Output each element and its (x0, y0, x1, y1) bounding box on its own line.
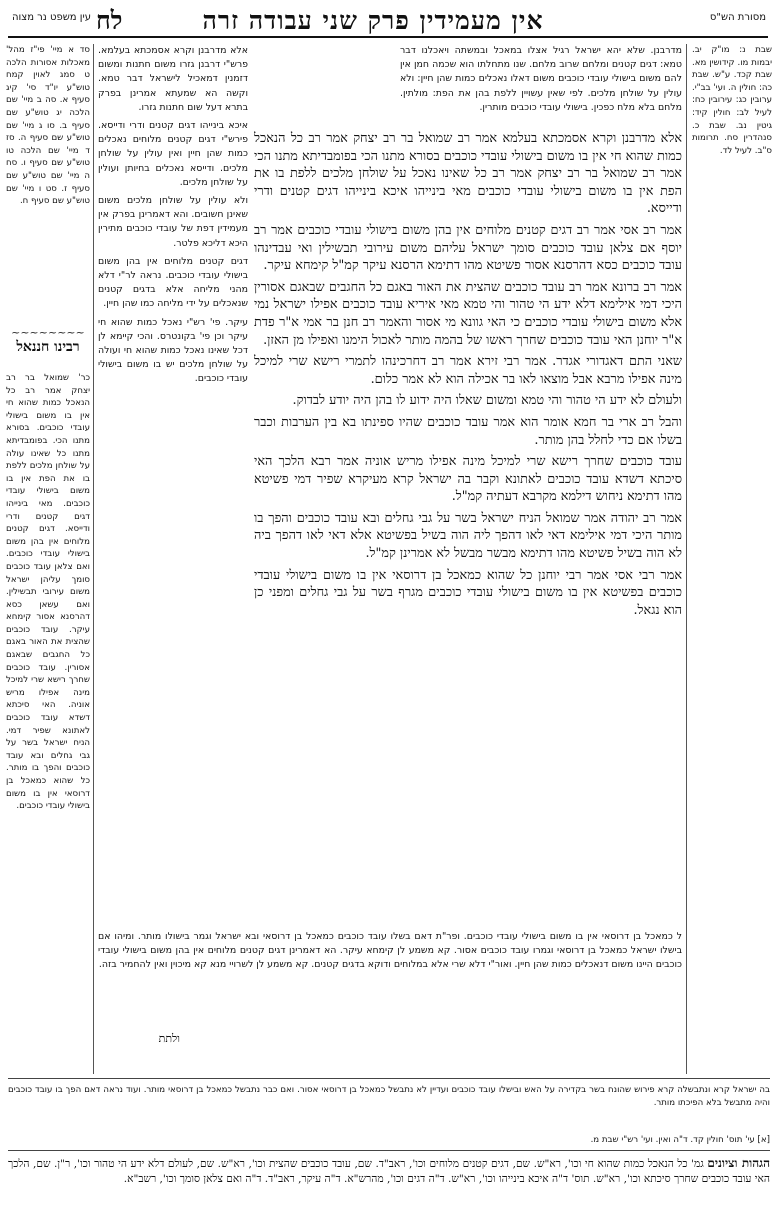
footer-small-note: [א] עי' תוס' חולין קד. ד"ה ואין. ועי' רש"י שבת מ. (590, 1135, 770, 1145)
ein-mishpat-column: סד א מיי' פי"ז מהל' מאכלות אסורות הלכה ט סמג לאוין קמח טוש"ע יו"ד סי' קיג סעיף א. סה ב מיי' שם הלכה יג טוש"ע שם סעיף ב. סו ג מיי' שם טוש"ע שם סעיף ה. סז ד מיי' שם הלכה טו טוש"ע שם סעיף ו. סח ה מיי' שם טוש"ע שם סעיף ז. סט ו מיי' שם טוש"ע שם סעיף ח. (6, 45, 90, 207)
tosafot-entry: אלא מדרבנן וקרא אסמכתא בעלמא. פרש"י דרבנן גזרו משום חתנות ומשום דזמנין דמאכיל לישראל דבר טמא. וקשה הא שמעתא אמרינן בפרק בתרא דעל שום חתנות גזרו. (98, 45, 248, 113)
tosafot-entry: ולא עולין על שולחן מלכים משום שאינן חשובים. והא דאמרינן בפרק אין מעמידין דפת של עובדי כוכבים מתירין היכא דליכא פלטר. (98, 195, 248, 249)
column-divider (93, 44, 94, 1074)
hagahot-title: הגהות וציונים (707, 1156, 770, 1170)
bottom-commentary: ל כמאכל בן דרוסאי אין בו משום בישולי עובדי כוכבים. ופר"ת דאם בשלו עובד כוכבים כמאכל בן דרוסאי ובא ישראל וגמר בישולו מותר. ומיהו אם בישלו ישראל כמאכל בן דרוסאי וגמרו עובד כוכבים אסור. קא משמע לן קימחא עיקר. הא דאמרינן דגים קטנים מלוחים אין בהן משום בישולי עובדי כוכבים היינו משום דנאכלים כמות שהן חיין. ואור"י דלא שרי אלא במלוחים ודוקא בדגים קטנים. קא משמע לן לשרויי מנא קא מיכוין ואין להחמיר בזה. (98, 931, 682, 971)
tosafot-entry: עיקר. פי' רש"י נאכל כמות שהוא חי עיקר וכן פי' בקונטרס. והכי קיימא לן דכל שאינו נאכל כמות שהוא חי ועולה על שולחן מלכים יש בו משום בישולי עובדי כוכבים. (98, 316, 248, 385)
column-divider (686, 44, 687, 1074)
gemara-paragraph: עובד כוכבים שחרך רישא שרי למיכל מינה אפילו מריש אוניה אמר רבא הלכך האי סיכתא דשדא עובד כוכבים לאתונא וקבר בה ישראל קרא מעיקרא שפיר דמי פשיטא מהו דתימא ניחוש דילמא מקרבא דעתיה קמ"ל. (254, 454, 682, 505)
gemara-main-text (254, 130, 682, 930)
hagahot-section (8, 1156, 770, 1220)
tractate-title: אין מעמידין פרק שני עבודה זרה (202, 6, 544, 35)
page-header (8, 6, 768, 38)
footer-divider (8, 1150, 770, 1151)
tosafot-column (98, 44, 248, 1074)
footer-divider (8, 1078, 770, 1079)
gemara-paragraph: אלא מדרבנן וקרא אסמכתא בעלמא אמר רב שמואל בר רב יצחק אמר רב כל הנאכל כמות שהוא חי אין בו משום בישולי עובדי כוכבים בסורא מתנו הכי בפומבדיתא מתנו הכי אמר רב שמואל בר רב יצחק אמר רב כל שאינו נאכל על שולחן מלכים ללפת בו את הפת אין בו משום בישולי עובדי כוכבים מאי בינייהו איכא בינייהו דגים קטנים ודרי ודייסא. (254, 131, 682, 217)
daf-number: לח (96, 6, 123, 35)
gemara-paragraph: ולעולם לא ידע הי טהור והי טמא ומשום שאלו היה ידוע לו בהן היה יודע לבדוק. (292, 393, 682, 409)
tosafot-entry: דגים קטנים מלוחים אין בהן משום בישולי עובדי כוכבים. נראה לר"י דלא מהני מליחה אלא בדגים קטנים שנאכלים על ידי מליחה כמו שהן חיין. (98, 255, 248, 310)
rabbenu-chananel-text: כר' שמואל בר רב יצחק אמר רב כל הנאכל כמות שהוא חי אין בו משום בישולי עובדי כוכבים. בסורא מתנו הכי. בפומבדיתא מתנו כל שאינו עולה על שולחן מלכים ללפת בו את הפת אין בו משום בישולי עובדי כוכבים. מאי בינייהו דגים קטנים ודרי ודייסא. דגים קטנים מלוחים אין בהן משום בישולי עובדי כוכבים. ואם צלאן עובד כוכבים סומך עליהן ישראל משום עירובי תבשילין. ואם עשאן כסא דהרסנא אסור קימחא עיקר. עובד כוכבים שהצית את האור באגם כל החגבים שבאגם אסורין. עובד כוכבים שחרך רישא שרי למיכל מינה אפילו מריש אוניה. האי סיכתא דשדא עובד כוכבים לאתונא שפיר דמי. הניח ישראל בשר על גבי גחלים ובא עובד כוכבים והפך בו מותר. כל שהוא כמאכל בן דרוסאי אין בו משום בישולי עובדי כוכבים. (6, 373, 90, 812)
gemara-paragraph: אמר רב ברונא אמר רב עובד כוכבים שהצית את האור באגם כל החגבים שבאגם אסורין היכי דמי אילימא דלא ידע הי טהור והי טמא מאי איריא עובד כוכבים אפילו ישראל נמי אלא משום בישולי עובדי כוכבים כי האי גוונא מי אסור והאמר רב חנן בר אמי א"ר פדת א"ר יוחנן האי עובד כוכבים שחרך ראשו של בהמה מותר לאכול הימנו ואפילו מן האזן. (254, 279, 682, 348)
gemara-paragraph: אמר רב יהודה אמר שמואל הניח ישראל בשר על גבי גחלים ובא עובד כוכבים והפך בו מותר היכי דמי אילימא דאי לאו דהפך ליה הוה בשיל בפשיטא אלא דאי לאו דהפך ביה לא הוה בשיל פשיטא מהו דתימא מבשר מבשל לא אמרינן קמ"ל. (254, 510, 682, 562)
rabbenu-chananel-title: רבינו חננאל (16, 339, 80, 355)
gemara-paragraph: והבל רב ארי בר חמא אומר הוא אמר עובד כוכבים שהיו ספינתו בא בין הערבות וכבר בשלו אם כדי לחלל בהן מותר. (254, 414, 682, 448)
bottom-marker: ולתת (158, 1032, 180, 1045)
rashi-top: מדרבנן. שלא יהא ישראל רגיל אצלו במאכל ובמשתה ויאכלנו דבר טמא: דגים קטנים ומלחם שרוב מלחם. שנו מתחלתו הוא שכמה חמן אין להם משום בישולי עובדי כוכבים משום דאלו נאכלים כמות שהן חיין: ולא עולין על שולחן מלכים. לפי שאין עשויין ללפת בהן את הפת: מולתין. מלחם בלא מלח כפכין. בישולי עובדי כוכבים מותרין. (400, 45, 682, 113)
masoret-label: מסורת הש"ס (709, 12, 766, 23)
hagahot-text: גמ' כל הנאכל כמות שהוא חי וכו', רא"ש. שם, דגים קטנים מלוחים וכו', ראב"ד. שם, עובד כוכבים שהצית וכו', רא"ש. שם, לעולם דלא ידע הי טהור וכו', ר"ן. שם, הלכך האי עובד כוכבים שחרך סיכתא וכו', רא"ש. תוס' ד"ה איכא בינייהו וכו', רא"ש. ד"ה דגים וכו', מהרש"א. ד"ה עיקר, ראב"ד. ד"ה ואם צלאן סומך וכו', רשב"א. (8, 1158, 770, 1185)
gemara-paragraph: אמר רב אסי אמר רב דגים קטנים מלוחים אין בהן משום בישולי עובדי כוכבים אמר רב יוסף אם צלאן עובד כוכבים סומך ישראל עליהם משום עירובי תבשילין ואי עבדינהו עובד כוכבים כסא דהרסנא אסור פשיטא מהו דתימא הרסנא עיקר קמ"ל קימחא עיקר. (254, 222, 682, 274)
ornament-divider: ~~~~~~~~ (11, 326, 85, 339)
masoret-hashas-column: שבת נ: מו"ק יב. יבמות מו. קידושין מא. שבת קכד. ע"ש. שבת כה: חולין ה. ועי' בב"י. ערובין כג: עירובין כח: לעיל לב: חולין קיד: גיטין נב. שבת כ. סנהדרין סח. תרומות ס"ב. לעיל לד. (692, 45, 772, 156)
gemara-paragraph: שאני התם דאגדורי אגדר. אמר רבי זירא אמר רב דחרכינהו לתמרי רישא שרי למיכל מינה אפילו מרבא אבל מוצאו לאו בר אכילה הוא לא אמר כלום. (254, 354, 682, 387)
gemara-paragraph: אמר רבי אסי אמר רבי יוחנן כל שהוא כמאכל בן דרוסאי אין בו משום בישולי עובדי כוכבים בפשיטא אין בו משום בישולי עובדי כוכבים מגרף בשר על גבי גחלים ומפני כן הוא נגאל. (254, 567, 682, 618)
footer-note: בה ישראל קרא ונתבשלה קרא פירוש שהונח בשר בקדירה על האש ובישלו עובד כוכבים ועדיין לא נתבשל כמאכל בן דרוסאי אסור. ואם כבר נתבשל כמאכל בן דרוסאי מותר. ועוד נראה דאם הפך בו עובד כוכבים והיה מתבשל בלא הפיכתו מותר. (8, 1085, 770, 1108)
ein-mishpat-label: עין משפט נר מצוה (12, 12, 91, 23)
tosafot-entry: איכא בינייהו דגים קטנים ודרי ודייסא. פירש"י דגים קטנים מלוחים נאכלים כמות שהן חיין ואין עולין על שולחן מלכים. ודייסא נאכלים בחיותן ועולין על שולחן מלכים. (98, 120, 248, 188)
rabbenu-chananel-heading (6, 326, 90, 356)
